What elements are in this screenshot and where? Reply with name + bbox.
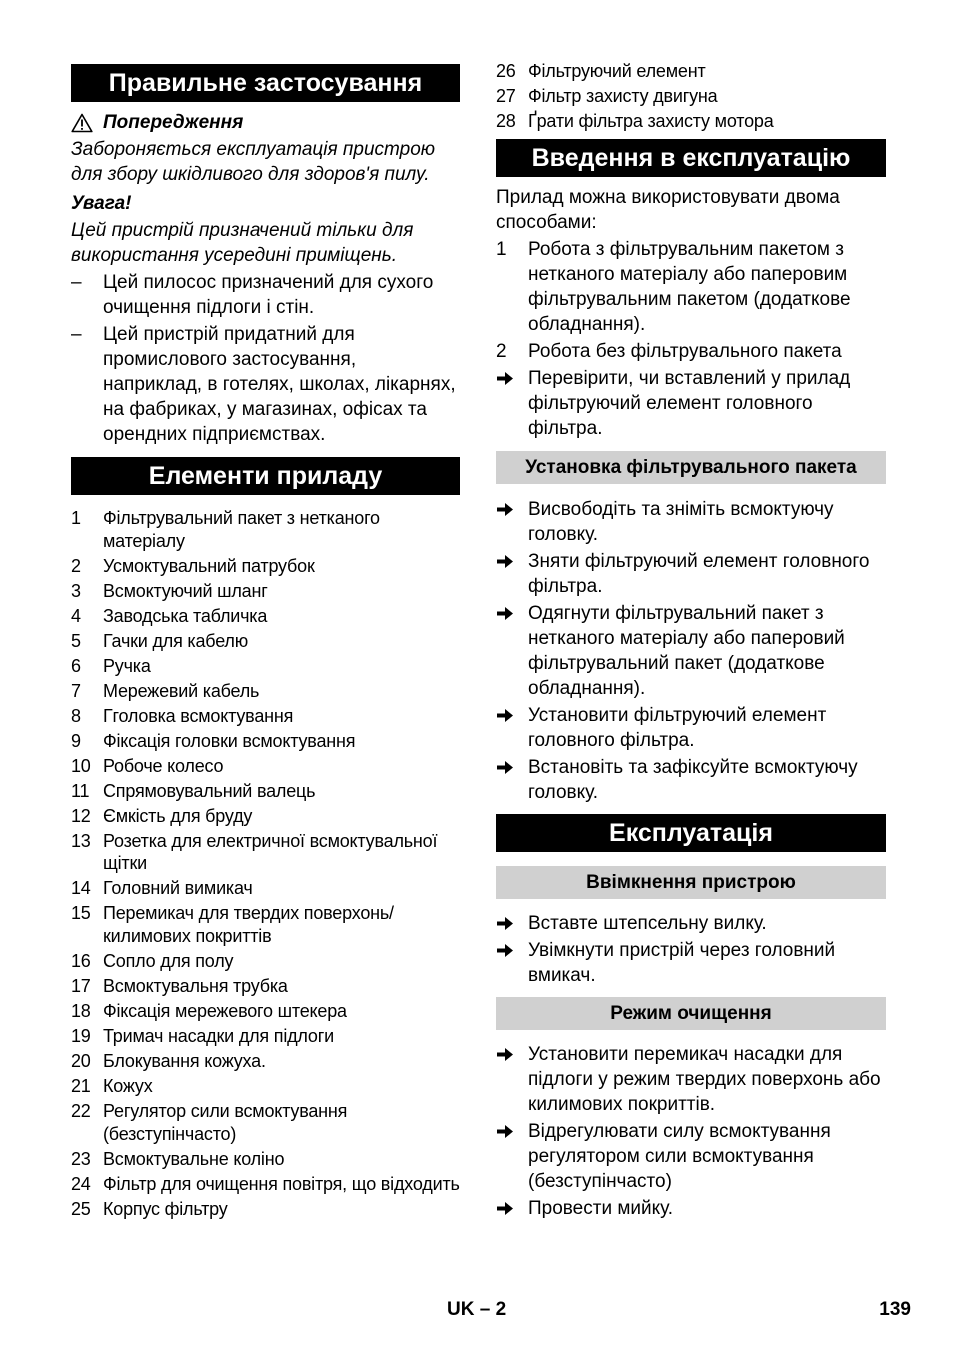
step-item [496, 1042, 886, 1117]
subsection-title-filter-bag: Установка фільтрувального пакета [496, 451, 886, 484]
list-item: 3 Всмоктуючий шланг [71, 580, 268, 601]
list-item: 5 Гачки для кабелю [71, 630, 249, 651]
dash-mark: – [71, 272, 82, 293]
list-item: 18 Фіксація мережевого штекера [71, 1001, 347, 1022]
list-item: 2 Усмоктувальний патрубок [71, 555, 315, 576]
list-item: 4 Заводська табличка [71, 605, 268, 626]
step-text: Перевірити, чи вставлений у прилад фільтруючий елемент головного фільтра. [528, 367, 851, 439]
dash-item-text: Цей пристрій придатний для промислового застосування, наприклад, в готелях, школах, лікарнях, на фабриках, у магазинах, офісах та орендних підприємствах. [103, 324, 456, 445]
warning-heading [71, 110, 460, 135]
list-item: 1 Фільтрувальний пакет з нетканого матеріалу [71, 508, 380, 551]
step-item [496, 601, 886, 701]
step-item [496, 1119, 886, 1194]
filter-bag-steps [496, 497, 886, 805]
elements-list-continued [496, 60, 886, 133]
arrow-right-icon [496, 606, 514, 621]
arrow-right-icon [496, 943, 514, 958]
arrow-right-icon [496, 554, 514, 569]
list-item: 12 Ємкість для бруду [71, 805, 253, 826]
list-item: 15 Перемикач для твердих поверхонь/ килимових покриттів [71, 903, 394, 947]
list-item: 19 Тримач насадки для підлоги [71, 1026, 334, 1047]
commissioning-intro: Прилад можна використовувати двома способами: [496, 186, 840, 233]
subsection-title-switch-on: Ввімкнення пристрою [496, 866, 886, 899]
step-text: Установити фільтруючий елемент головного фільтра. [528, 704, 827, 751]
caution-title: Увага! [71, 193, 132, 214]
step-text: Провести мийку. [528, 1197, 674, 1219]
caution-text: Цей пристрій призначений тільки для використання усередині приміщень. [71, 220, 414, 266]
step-item [496, 549, 886, 599]
arrow-right-icon [496, 1047, 514, 1062]
arrow-right-icon [496, 760, 514, 775]
list-item: 28 Ґрати фільтра захисту мотора [496, 110, 774, 131]
list-item: 20 Блокування кожуха. [71, 1051, 266, 1072]
right-column [496, 60, 886, 1223]
cleaning-mode-steps [496, 1042, 886, 1221]
section-title-commissioning: Введення в експлуатацію [496, 139, 886, 177]
step-text: Зняти фільтруючий елемент головного фільтра. [528, 550, 870, 597]
footer-language-code: UK – 2 [447, 1299, 507, 1320]
step-text: Висвободіть та зніміть всмоктуючу головку. [528, 498, 834, 545]
step-text: Установити перемикач насадки для підлоги у режим твердих поверхонь або килимових покриттів. [528, 1043, 881, 1115]
list-item: 26 Фільтруючий елемент [496, 61, 706, 81]
arrow-right-icon [496, 502, 514, 517]
list-item: 9 Фіксація головки всмоктування [71, 730, 356, 751]
arrow-right-icon [496, 916, 514, 931]
list-item: 25 Корпус фільтру [71, 1198, 228, 1219]
step-item [496, 497, 886, 547]
list-item: 7 Мережевий кабель [71, 680, 260, 701]
list-item: 1 Робота з фільтрувальним пакетом з нетканого матеріалу або паперовим фільтрувальним пакетом (додаткове обладнання). [496, 238, 851, 335]
page-number: 139 [879, 1299, 911, 1320]
step-text: Увімкнути пристрій через головний вмикач. [528, 939, 836, 986]
step-text: Відрегулювати силу всмоктування регулятором сили всмоктування (безступінчасто) [528, 1120, 831, 1192]
step-item [496, 755, 886, 805]
step-item [496, 938, 886, 988]
subsection-title-cleaning-mode: Режим очищення [496, 997, 886, 1030]
dash-item [71, 270, 460, 320]
section-title-device-elements: Елементи приладу [71, 457, 460, 495]
list-item: 24 Фільтр для очищення повітря, що відходить [71, 1173, 460, 1194]
switch-on-steps [496, 911, 886, 988]
list-item: 13 Розетка для електричної всмоктувальної щітки [71, 830, 438, 874]
ways-list [496, 237, 886, 364]
arrow-right-icon [496, 371, 514, 386]
step-item [496, 703, 886, 753]
arrow-right-icon [496, 708, 514, 723]
list-item: 6 Ручка [71, 655, 151, 676]
list-item: 10 Робоче колесо [71, 755, 224, 776]
section-title-operation: Експлуатація [496, 814, 886, 852]
warning-title: Попередження [103, 112, 244, 133]
arrow-right-icon [496, 1201, 514, 1216]
list-item: 11 Спрямовувальний валець [71, 780, 316, 801]
list-item: 16 Сопло для полу [71, 951, 234, 972]
step-text: Одягнути фільтрувальний пакет з нетканого матеріалу або паперовий фільтрувальний пакет (додаткове обладнання). [528, 602, 845, 699]
arrow-right-icon [496, 1124, 514, 1139]
list-item: 22 Регулятор сили всмоктування (безступінчасто) [71, 1101, 348, 1144]
step-text: Вставте штепсельну вилку. [528, 912, 767, 934]
list-item: 17 Всмоктувальня трубка [71, 976, 288, 997]
elements-list [71, 507, 460, 1221]
left-column [71, 60, 460, 1223]
list-item: 23 Всмоктувальне коліно [71, 1148, 285, 1169]
step-text: Встановіть та зафіксуйте всмоктуючу головку. [528, 756, 858, 803]
step-item [496, 1196, 886, 1221]
warning-text: Забороняється експлуатація пристрою для збору шкідливого для здоров'я пилу. [71, 139, 436, 185]
step-item [496, 366, 886, 441]
warning-triangle-icon [71, 113, 93, 133]
list-item: 21 Кожух [71, 1076, 153, 1097]
section-title-intended-use: Правильне застосування [71, 64, 460, 102]
list-item: 27 Фільтр захисту двигуна [496, 85, 718, 106]
dash-item-text: Цей пилосос призначений для сухого очищення підлоги і стін. [103, 272, 434, 318]
step-item [496, 911, 886, 936]
list-item: 8 Гголовка всмоктування [71, 705, 294, 726]
list-item: 2 Робота без фільтрувального пакета [496, 340, 842, 362]
dash-item [71, 322, 460, 447]
list-item: 14 Головний вимикач [71, 878, 253, 899]
dash-mark: – [71, 324, 82, 345]
